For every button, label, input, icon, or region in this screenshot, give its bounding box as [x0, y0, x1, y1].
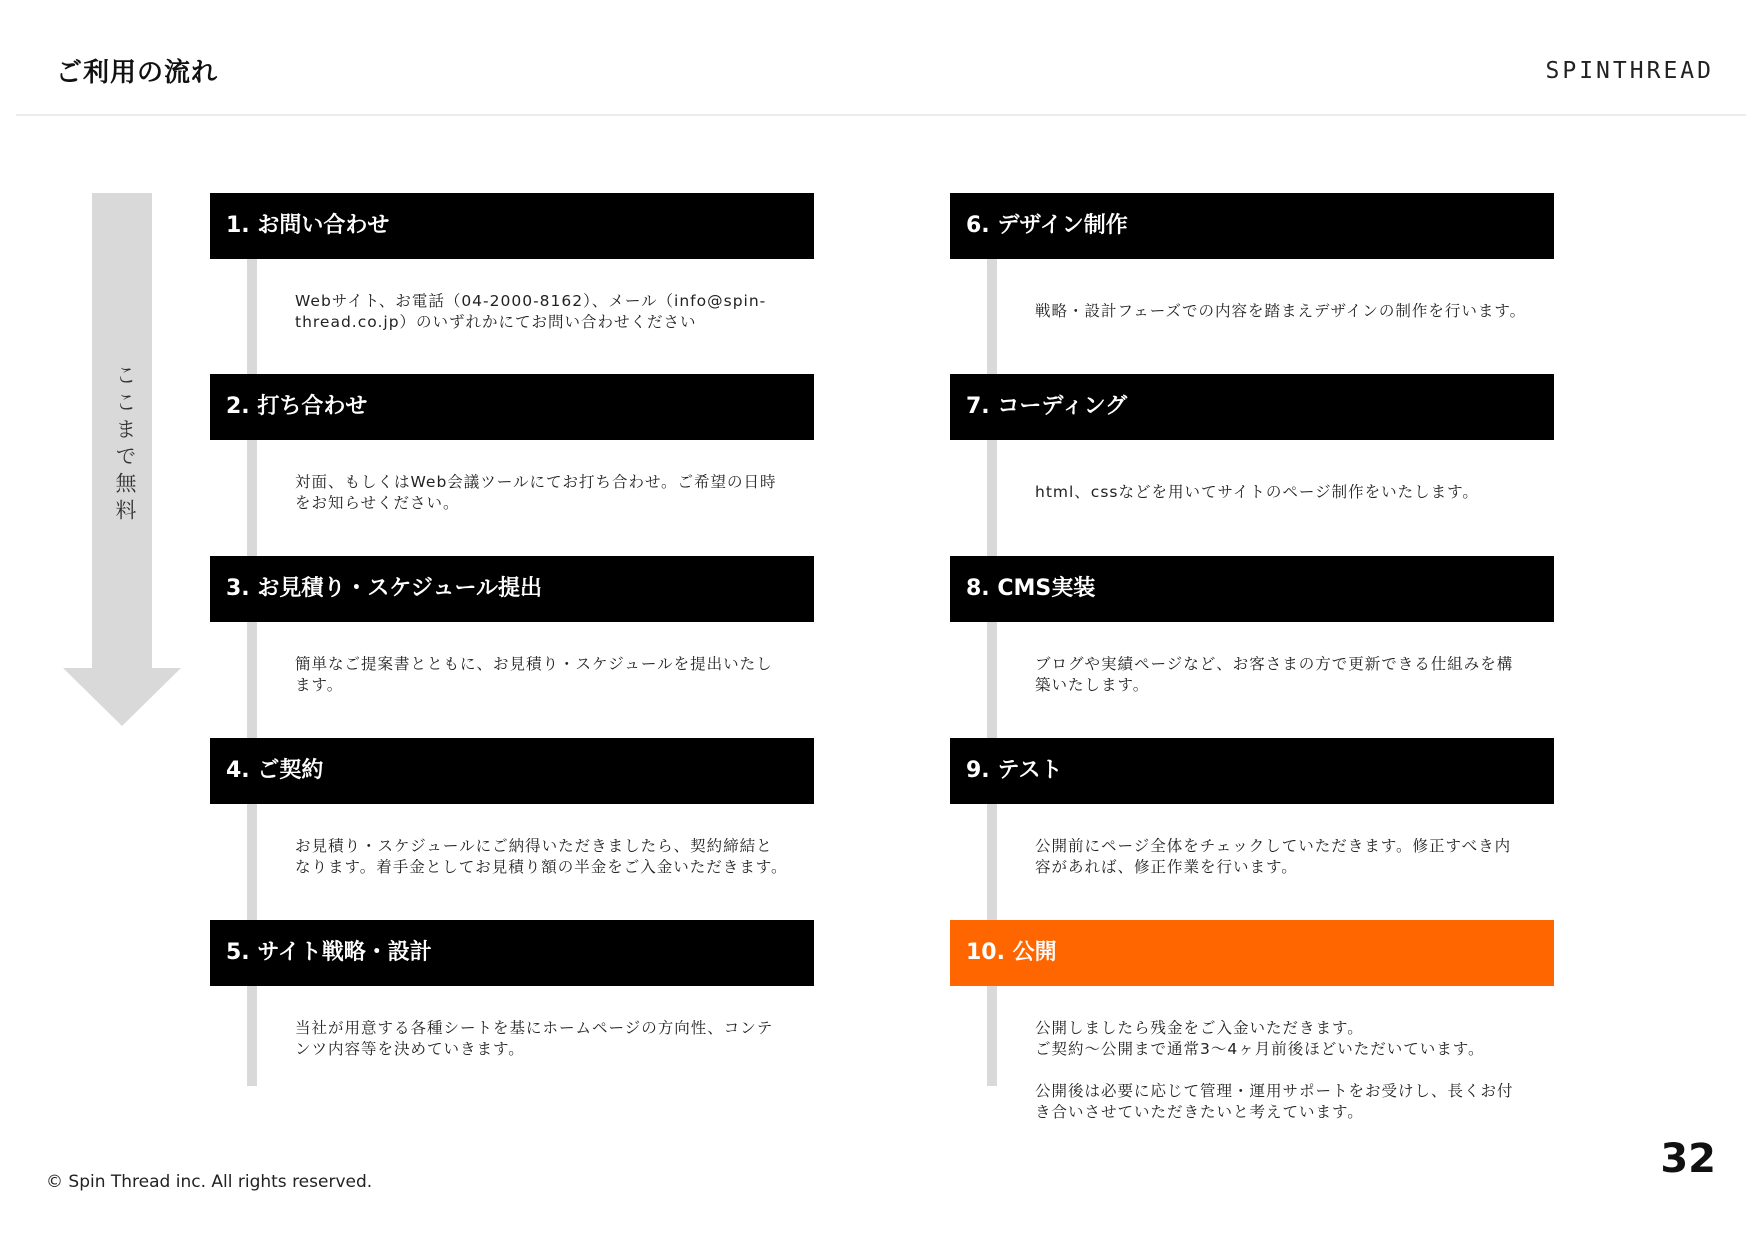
- step-5-title: 5. サイト戦略・設計: [210, 920, 814, 986]
- step-1-title: 1. お問い合わせ: [210, 193, 814, 259]
- step-7-title: 7. コーディング: [950, 374, 1554, 440]
- step-1-description: Webサイト、お電話（04-2000-8162）、メール（info@spin- thread.co.jp）のいずれかにてお問い合わせください: [295, 292, 767, 331]
- step-2-description: 対面、もしくはWeb会議ツールにてお打ち合わせ。ご希望の日時 をお知らせください。: [295, 473, 777, 512]
- step-6-title: 6. デザイン制作: [950, 193, 1554, 259]
- step-8-title: 8. CMS実装: [950, 556, 1554, 622]
- step-2-title: 2. 打ち合わせ: [210, 374, 814, 440]
- step-3-title: 3. お見積り・スケジュール提出: [210, 556, 814, 622]
- free-range-label: ここまで無料: [113, 364, 137, 526]
- page-title: ご利用の流れ: [56, 58, 219, 88]
- step-3-description: 簡単なご提案書とともに、お見積り・スケジュールを提出いたし ます。: [295, 655, 773, 694]
- arrow-down-icon: [63, 668, 181, 726]
- step-10-title: 10. 公開: [950, 920, 1554, 986]
- step-8-description: ブログや実績ページなど、お客さまの方で更新できる仕組みを構 築いたします。: [1035, 655, 1514, 694]
- brand-logo: SPINTHREAD: [1545, 58, 1714, 84]
- step-9-description: 公開前にページ全体をチェックしていただきます。修正すべき内 容があれば、修正作業を行います。: [1035, 837, 1512, 876]
- step-4-title: 4. ご契約: [210, 738, 814, 804]
- header-divider: [16, 114, 1746, 116]
- step-9-title: 9. テスト: [950, 738, 1554, 804]
- step-10-description: 公開しましたら残金をご入金いただきます。 ご契約～公開まで通常3～4ヶ月前後ほどいただいています。 公開後は必要に応じて管理・運用サポートをお受けし、長くお付 き合いさせていただきたいと考えています。: [1035, 1019, 1514, 1121]
- page-number: 32: [1660, 1136, 1716, 1182]
- step-6-description: 戦略・設計フェーズでの内容を踏まえデザインの制作を行います。: [1035, 302, 1527, 320]
- step-4-description: お見積り・スケジュールにご納得いただきましたら、契約締結と なります。着手金としてお見積り額の半金をご入金いただきます。: [295, 837, 788, 876]
- step-7-description: html、cssなどを用いてサイトのページ制作をいたします。: [1035, 483, 1479, 501]
- copyright: © Spin Thread inc. All rights reserved.: [46, 1172, 373, 1192]
- step-5-description: 当社が用意する各種シートを基にホームページの方向性、コンテ ンツ内容等を決めていきます。: [295, 1019, 774, 1058]
